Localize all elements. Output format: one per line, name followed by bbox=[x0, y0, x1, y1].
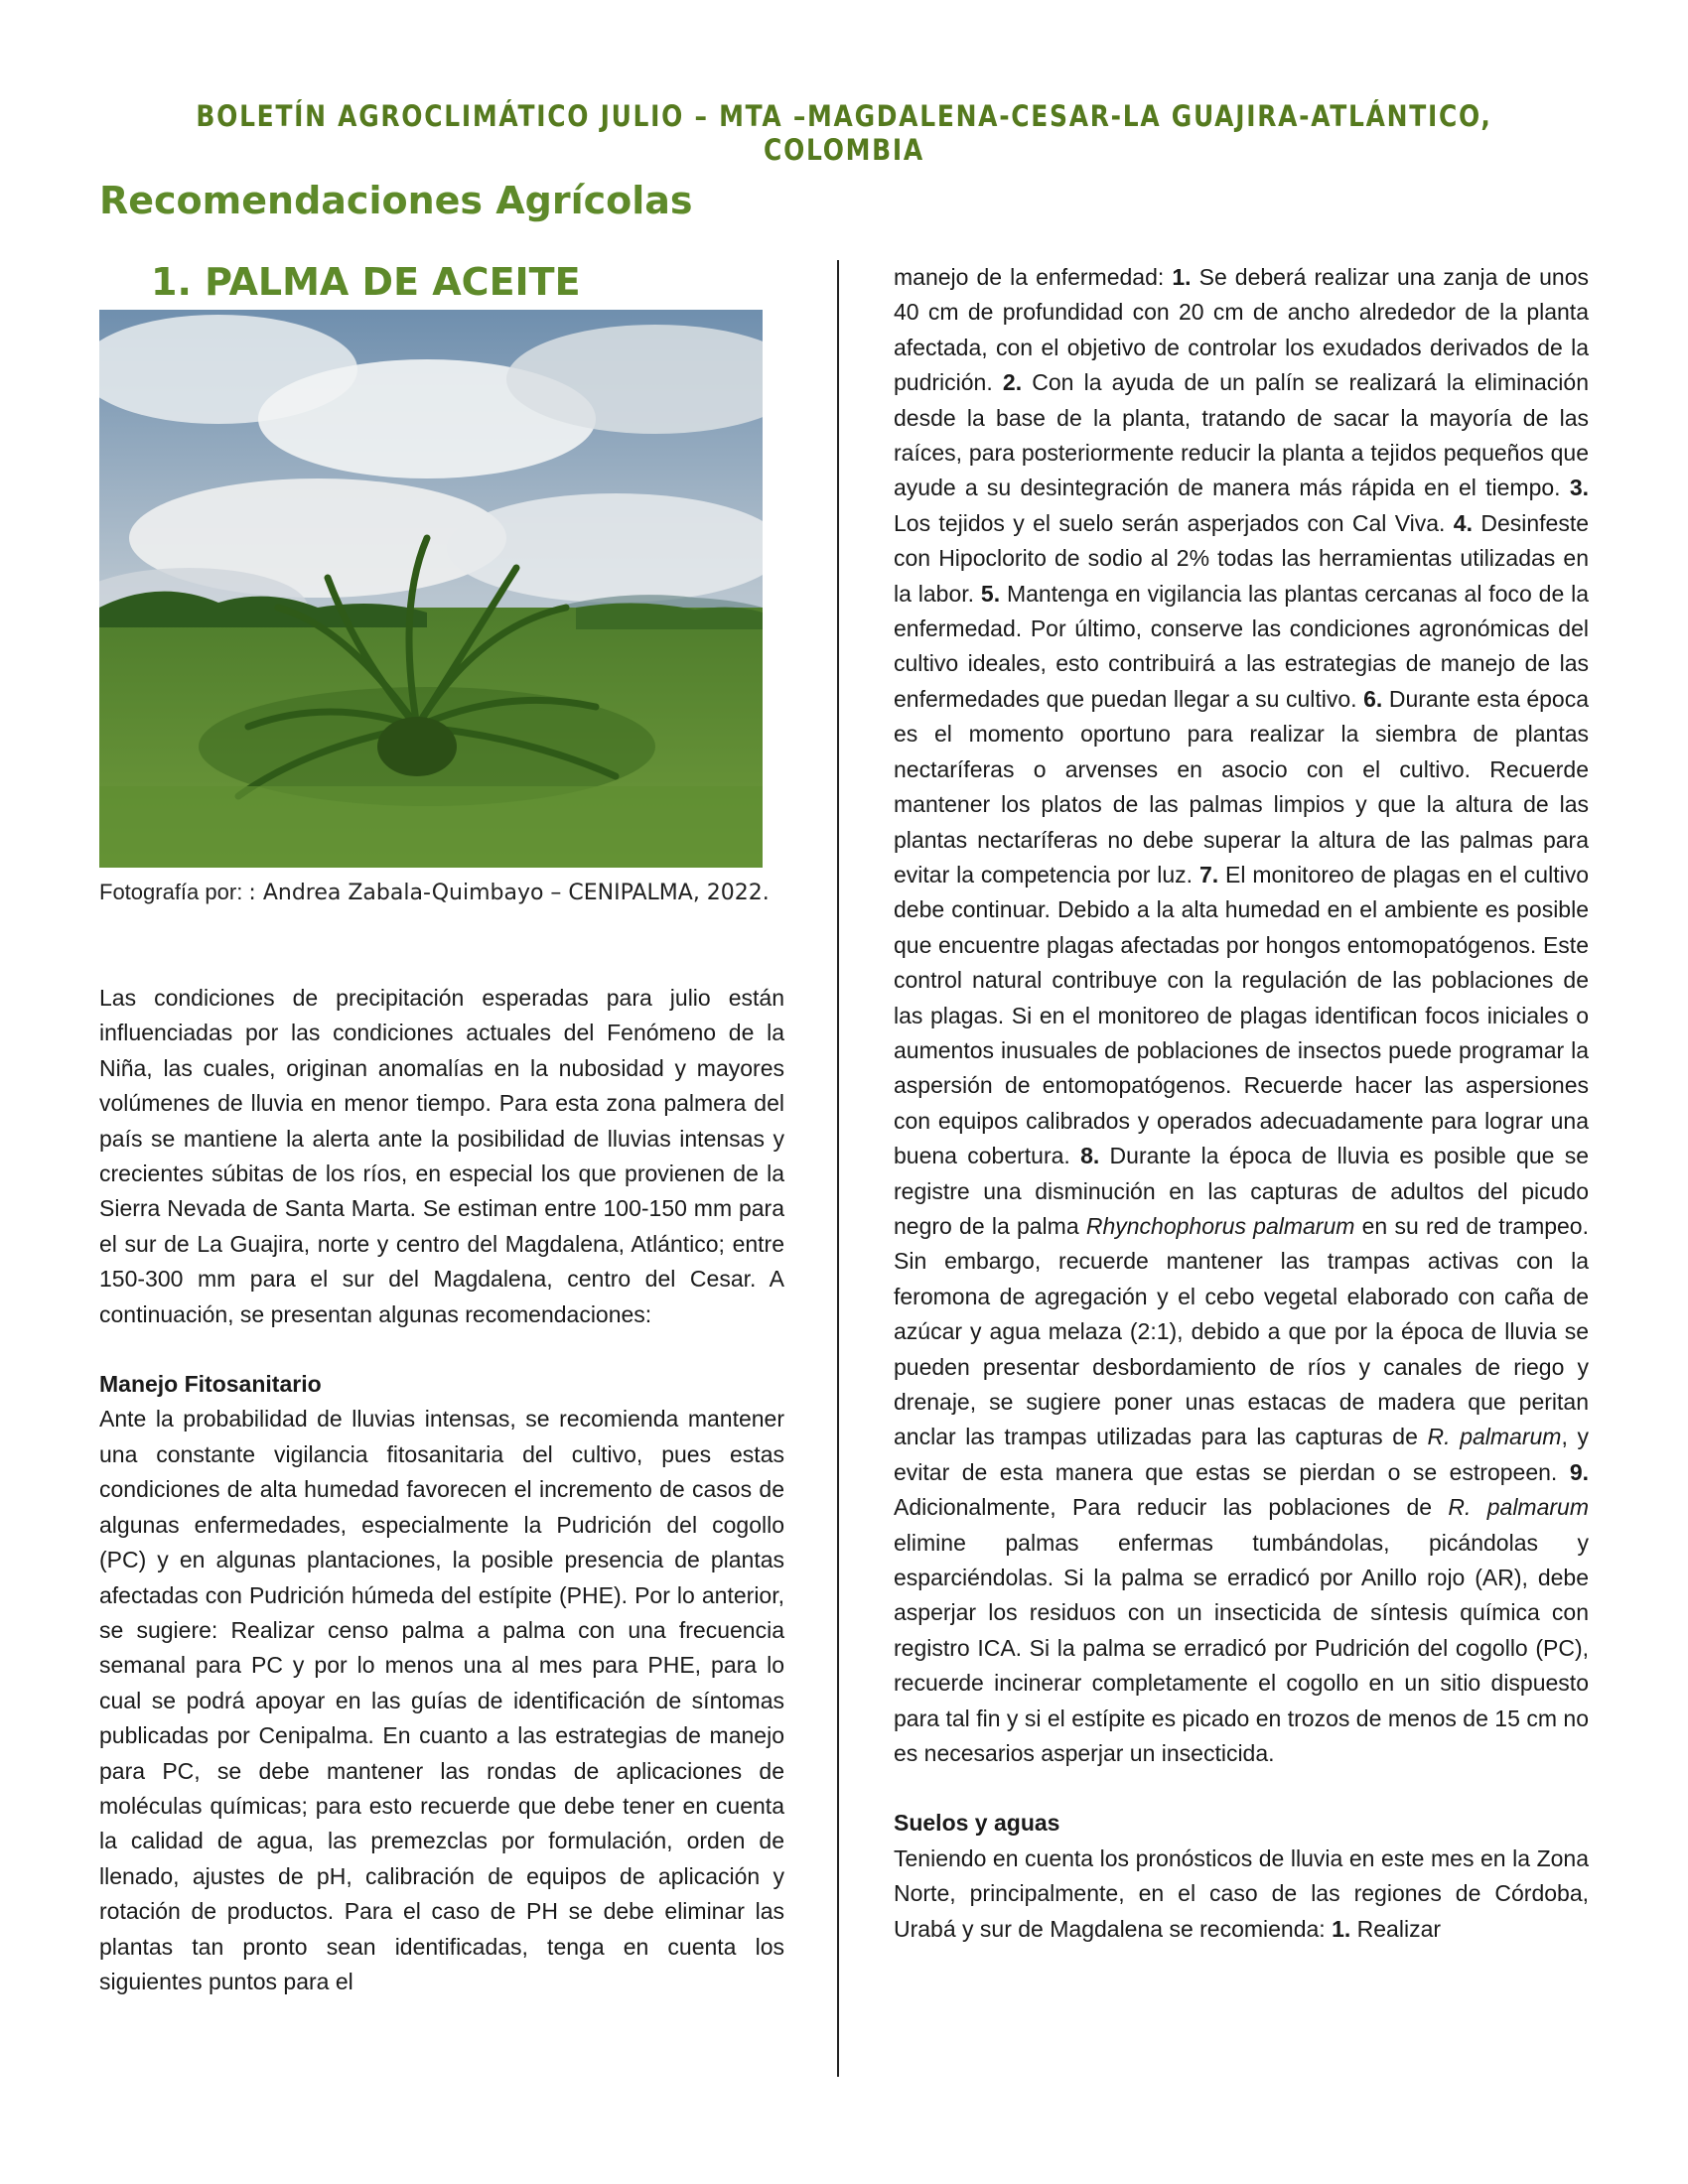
text-run: elimine palmas enfermas tumbándolas, picándolas y esparciéndolas. Si la palma se erradicó por Anillo rojo (AR), debe asperjar los residuos con un insecticida de síntesis química con registro ICA. Si la palma se erradicó por Pudrición del cogollo (PC), recuerde incinerar completamente el cogollo en un sitio dispuesto para tal fin y si el estípite es picado en trozos de menos de 15 cm no es necesarios asperjar un insecticida. bbox=[894, 1529, 1589, 1767]
soils-heading: Suelos y aguas bbox=[894, 1810, 1060, 1837]
text-run: Teniendo en cuenta los pronósticos de lluvia en este mes en la Zona Norte, principalmente, en el caso de las regiones de Córdoba, Urabá y sur de Magdalena se recomienda: bbox=[894, 1844, 1589, 1942]
phytosanitary-body: Ante la probabilidad de lluvias intensas, se recomienda mantener una constante vigilancia fitosanitaria del cultivo, pues estas condiciones de alta humedad favorecen el incremento de casos de algunas enfermedades, especialmente la Pudrición del cogollo (PC) y en algunas plantaciones, la posible presencia de plantas afectadas con Pudrición húmeda del estípite (PHE). Por lo anterior, se sugiere: Realizar censo palma a palma con una frecuencia semanal para PC y por lo menos una al mes para PHE, para lo cual se podrá apoyar en las guías de identificación de síntomas publicadas por Cenipalma. En cuanto a las estrategias de manejo para PC, se debe mantener las rondas de aplicaciones de moléculas químicas; para esto recuerde que debe tener en cuenta la calidad de agua, las premezclas por formulación, orden de llenado, ajustes de pH, calibración de equipos de aplicación y rotación de productos. Para el caso de PH se debe eliminar las plantas tan pronto sean identificadas, tenga en cuenta los siguientes puntos para el bbox=[99, 1406, 784, 1994]
text-run: manejo de la enfermedad: bbox=[894, 264, 1173, 290]
text-run: Adicionalmente, Para reducir las poblaciones de bbox=[894, 1494, 1449, 1521]
section-title: Recomendaciones Agrícolas bbox=[99, 179, 693, 222]
text-run: en su red de trampeo. Sin embargo, recuerde mantener las trampas activas con la feromona de agregación y el cebo vegetal elaborado con caña de azúcar y agua melaza (2:1), debido a que por la época de lluvia se pueden presentar desbordamiento de ríos y canales de riego y drenaje, se sugiere poner unas estacas de madera que peritan anclar las trampas utilizadas para las capturas de bbox=[894, 1212, 1589, 1450]
bulletin-header: BOLETÍN AGROCLIMÁTICO JULIO – MTA –MAGDALENA-CESAR-LA GUAJIRA-ATLÁNTICO, COLOMBIA bbox=[196, 99, 1492, 167]
text-run: El monitoreo de plagas en el cultivo debe continuar. Debido a la alta humedad en el ambiente es posible que encuentre plagas afectadas por hongos entomopatógenos. Este control natural contribuye con la regulación de las poblaciones de las plagas. Si en el monitoreo de plagas identifican focos iniciales o aumentos inusuales de poblaciones de insectos puede programar la aspersión de entomopatógenos. Recuerde hacer las aspersiones con equipos calibrados y operados adecuadamente para lograr una buena cobertura. bbox=[894, 861, 1589, 1169]
step-number: 7. bbox=[1198, 861, 1219, 887]
left-column bbox=[99, 981, 784, 1999]
text-run: Realizar bbox=[1350, 1915, 1442, 1942]
species-name: Rhynchophorus palmarum bbox=[1085, 1212, 1355, 1239]
text-run: Los tejidos y el suelo serán asperjados con Cal Viva. bbox=[894, 509, 1454, 536]
text-run: Se deberá realizar una zanja de unos 40 cm de profundidad con 20 cm de ancho alrededor de la planta afectada, con el objetivo de controlar los exudados derivados de la pudrición. bbox=[894, 264, 1589, 396]
management-paragraph bbox=[894, 260, 1589, 1771]
text-run: Mantenga en vigilancia las plantas cercanas al foco de la enfermedad. Por último, conserve las condiciones agronómicas del cultivo ideales, esto contribuirá a las estrategias de manejo de las enfermedades que puedan llegar a su cultivo. bbox=[894, 580, 1589, 712]
oil-palm-photo bbox=[99, 310, 763, 868]
crop-title: 1. PALMA DE ACEITE bbox=[151, 260, 581, 304]
phytosanitary-section bbox=[99, 1367, 784, 1999]
step-number: 6. bbox=[1363, 685, 1383, 712]
step-number: 3. bbox=[1569, 475, 1589, 501]
right-column bbox=[894, 260, 1589, 1947]
step-number: 1. bbox=[1172, 264, 1192, 290]
phytosanitary-heading: Manejo Fitosanitario bbox=[99, 1371, 322, 1398]
text-run: Durante la época de lluvia es posible que se registre una disminución en las capturas de adultos del picudo negro de la palma bbox=[894, 1143, 1589, 1239]
photo-caption bbox=[99, 876, 794, 910]
text-run: Durante esta época es el momento oportuno para realizar la siembra de plantas nectaríferas o arvenses en asocio con el cultivo. Recuerde mantener los platos de las palmas limpios y que la altura de las plantas nectaríferas no debe superar la altura de las palmas para evitar la competencia por luz. bbox=[894, 685, 1589, 887]
text-run: Desinfeste con Hipoclorito de sodio al 2% todas las herramientas utilizadas en la labor. bbox=[894, 509, 1589, 607]
step-number: 4. bbox=[1453, 509, 1473, 536]
step-number: 9. bbox=[1569, 1458, 1589, 1485]
step-number: 1. bbox=[1332, 1915, 1351, 1942]
caption-prefix: Fotografía por: bbox=[99, 880, 249, 904]
intro-paragraph: Las condiciones de precipitación esperadas para julio están influenciadas por las condiciones actuales del Fenómeno de la Niña, las cuales, originan anomalías en la nubosidad y mayores volúmenes de lluvia en menor tiempo. Para esta zona palmera del país se mantiene la alerta ante la posibilidad de lluvias intensas y crecientes súbitas de los ríos, en especial los que provienen de la Sierra Nevada de Santa Marta. Se estiman entre 100-150 mm para el sur de La Guajira, norte y centro del Magdalena, Atlántico; entre 150-300 mm para el sur del Magdalena, centro del Cesar. A continuación, se presentan algunas recomendaciones: bbox=[99, 985, 784, 1327]
column-divider bbox=[837, 260, 839, 2077]
text-run: , y evitar de esta manera que estas se pierdan o se estropeen. bbox=[894, 1424, 1590, 1485]
soils-section bbox=[894, 1806, 1589, 1947]
step-number: 5. bbox=[980, 580, 1001, 607]
species-name: R. palmarum bbox=[1427, 1424, 1562, 1450]
species-name: R. palmarum bbox=[1448, 1494, 1589, 1521]
step-number: 2. bbox=[1002, 369, 1023, 396]
photo-illustration bbox=[99, 310, 763, 868]
text-run: Con la ayuda de un palín se realizará la eliminación desde la base de la planta, tratando de sacar la mayoría de las raíces, para posteriormente reducir la planta a tejidos pequeños que ayude a su desintegración de manera más rápida en el tiempo. bbox=[894, 369, 1590, 501]
step-number: 8. bbox=[1080, 1143, 1100, 1169]
caption-author: : Andrea Zabala-Quimbayo – CENIPALMA, 2022. bbox=[248, 881, 770, 905]
